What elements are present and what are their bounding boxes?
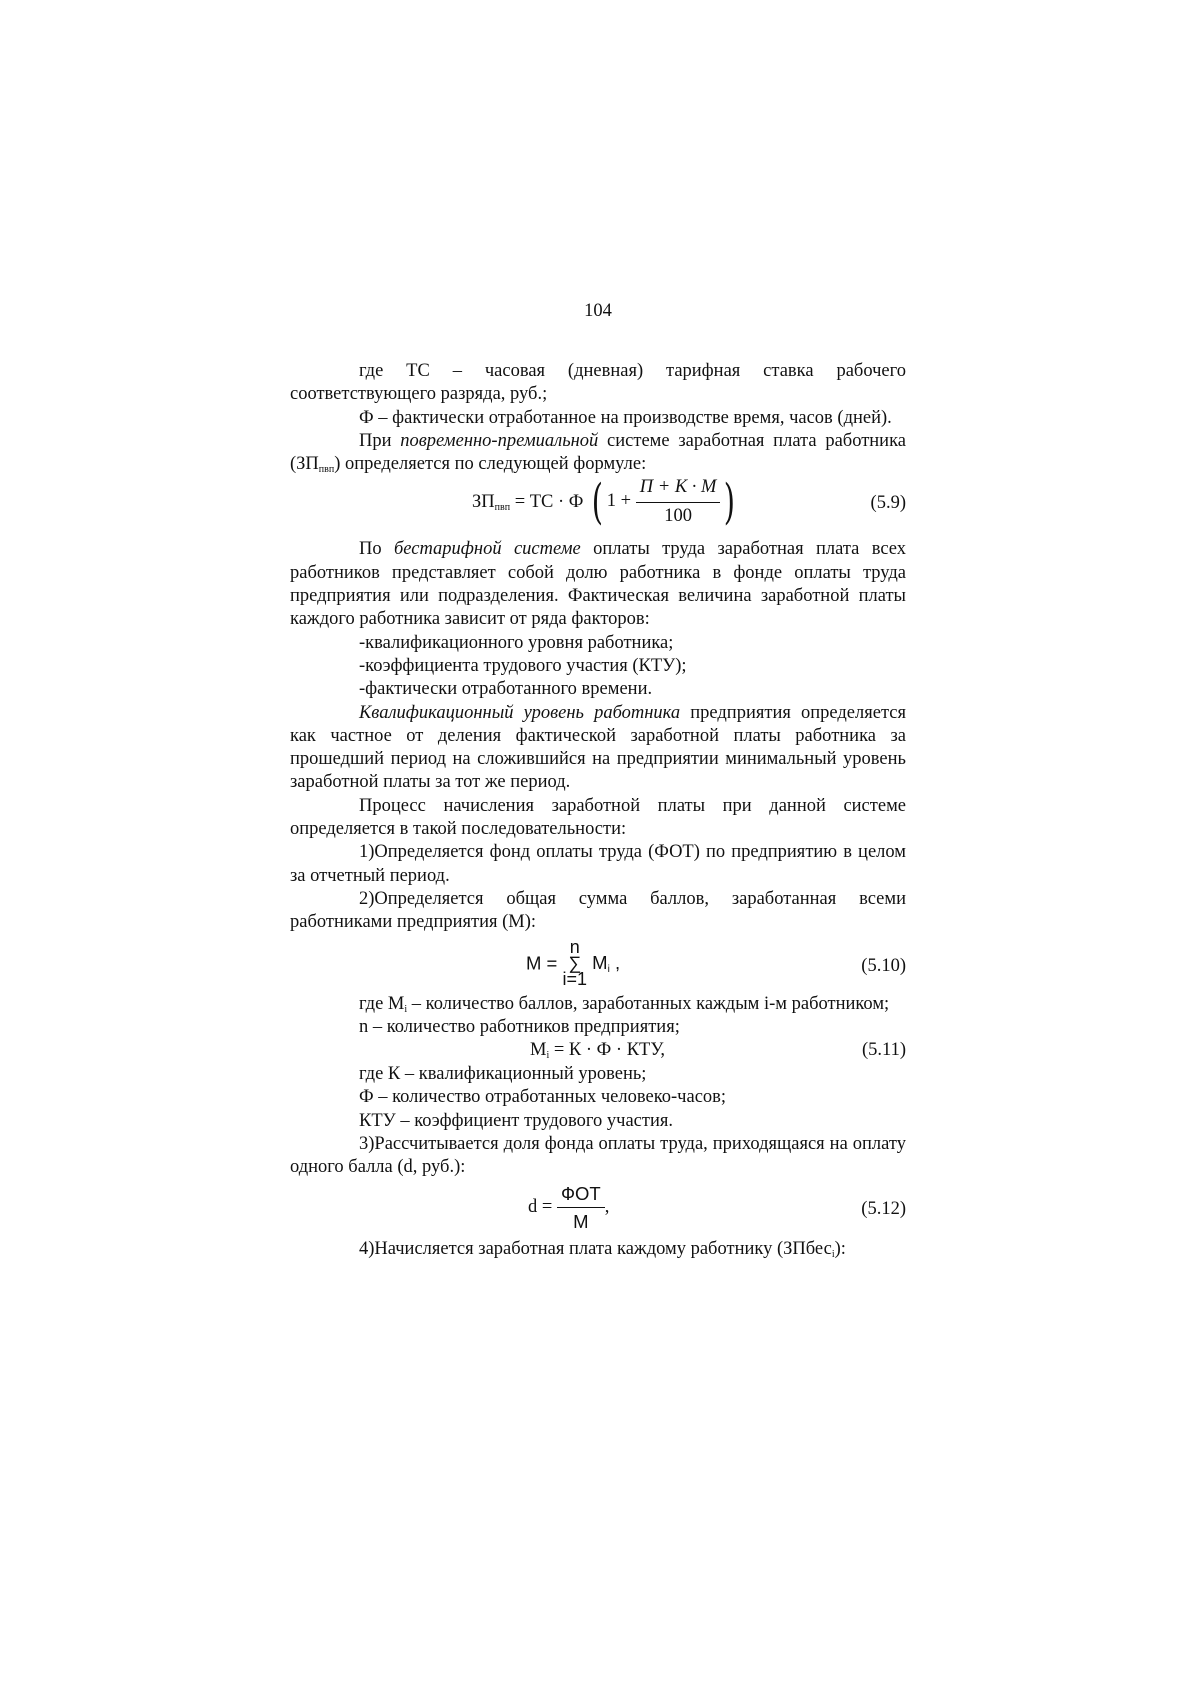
paragraph-k-definition: где К – квалификационный уровень; (359, 1064, 647, 1085)
page-content (290, 360, 906, 1261)
step-2: 2)Определяется общая сумма баллов, заработанная всеми работниками предприятия (М): (290, 888, 906, 933)
sum-operator: n ∑ i=1 (562, 936, 588, 989)
left-paren: ( (591, 474, 604, 531)
fraction: $\frac{П + К \cdot М}{100}$ (636, 476, 721, 528)
formula-number: (5.11) (861, 1040, 906, 1061)
italic-term: Квалификационный уровень работника (359, 702, 681, 723)
paragraph-f-definition: Ф – фактически отработанное на производстве время, часов (дней). (359, 407, 892, 428)
list-item: -фактически отработанного времени. (359, 679, 653, 700)
formula-5-11: $М_i = К \cdot Ф$ · КТУ, (5.11) (530, 1040, 906, 1062)
italic-term: бестарифной системе (393, 539, 581, 560)
formula-5-9: $ЗП_{пвп}$ = ТС · Ф ( 1 + $\frac{П + К \cdot М}{100}$ ) (5.9) (472, 474, 906, 531)
formula-lhs: $ЗП_{пвп}$ = ТС · Ф (472, 491, 584, 513)
list-item: -коэффициента трудового участия (КТУ); (359, 655, 687, 676)
italic-term: повременно-премиальной (400, 430, 599, 451)
formula-number: (5.12) (861, 1198, 906, 1219)
paragraph-ktu-definition: КТУ – коэффициент трудового участия. (359, 1110, 674, 1131)
list-item: -квалификационного уровня работника; (359, 632, 674, 653)
paragraph-f-hours-definition: Ф – количество отработанных человеко-часов; (359, 1087, 727, 1108)
page-number: 104 (584, 301, 612, 321)
formula-number: (5.10) (861, 955, 906, 976)
step-4: 4)Начисляется заработная плата каждому работнику (ЗПбес$_i$): (359, 1238, 846, 1260)
fraction: $\frac{\text{ФОТ}}{М}$ (557, 1182, 605, 1234)
right-paren: ) (724, 474, 736, 531)
paragraph-time-bonus-system: При повременно-премиальной системе заработная плата работника $(ЗП_{пвп})$ определяется по следующей формуле: (290, 430, 906, 476)
formula-number: (5.9) (870, 493, 906, 514)
paragraph-mi-definition: где $М_i$ – количество баллов, заработанных каждым i-м работником; (359, 993, 890, 1015)
step-1: 1)Определяется фонд оплаты труда (ФОТ) по предприятию в целом за отчетный период. (290, 842, 906, 886)
step-3: 3)Рассчитывается доля фонда оплаты труда, приходящаяся на оплату одного балла (d, руб.): (290, 1134, 906, 1178)
paragraph-tariff-free-system: По бестарифной системе оплаты труда заработная плата всех работников представляет собой долю работника в фонде оплаты труда предприятия или подразделения. Фактическая величина заработной платы каждого работника зависит от ряда факторов: (290, 539, 906, 630)
paragraph-process: Процесс начисления заработной платы при данной системе определяется в такой последовательности: (290, 795, 906, 840)
formula-5-10: M = n ∑ i=1 $M_i$ , (5.10) (526, 936, 906, 989)
paragraph-n-definition: n – количество работников предприятия; (359, 1016, 680, 1037)
paragraph-qualification-level: Квалификационный уровень работника предприятия определяется как частное от деления фактической заработной платы работника за прошедший период на сложившийся на предприятии минимальный уровень заработной платы за тот же период. (290, 702, 906, 793)
paragraph-ts-definition: где ТС – часовая (дневная) тарифная ставка рабочего соответствующего разряда, руб.; (290, 361, 906, 405)
formula-5-12: d = $\frac{\text{ФОТ}}{М}$ , (5.12) (528, 1182, 906, 1232)
